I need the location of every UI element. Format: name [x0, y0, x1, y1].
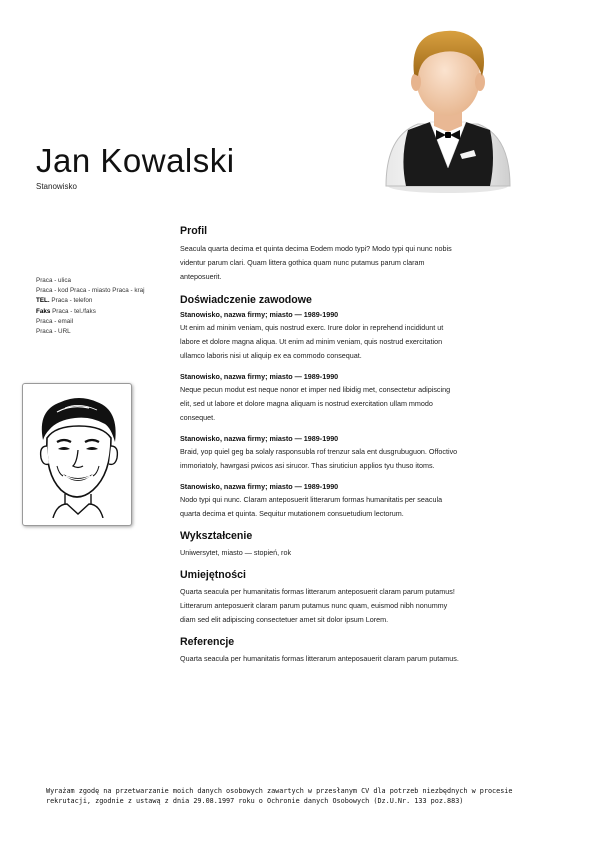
job-entry [180, 371, 530, 425]
contact-city: Praca - kod Praca - miasto Praca - kraj [36, 287, 145, 295]
education-line: Uniwersytet, miasto — stopień, rok [180, 548, 292, 557]
fax-value: Praca - tel./faks [50, 307, 96, 315]
job-line: Nodo typi qui nunc. Claram anteposuerit litterarum formas humanitatis per seacula [180, 495, 443, 504]
contact-phone [36, 296, 144, 306]
job-entry [180, 309, 530, 363]
job-heading: Stanowisko, nazwa firmy; miasto — 1989-1990 [180, 434, 339, 443]
phone-label: TEL. [36, 297, 50, 305]
job-line: Neque pecun modut est neque nonor et imper ned libidig met, consectetur adipiscing [180, 385, 451, 394]
profile-line: videntur parum clari. Quam littera gothica quam nunc putamus parum claram [180, 258, 425, 267]
job-position-subtitle: Stanowisko [36, 182, 77, 191]
job-line: consequet. [180, 413, 216, 422]
skills-line: Quarta seacula per humanitatis formas litterarum anteposuerit claram parum putamus! [180, 587, 455, 596]
resume-main-content [180, 224, 530, 666]
job-heading: Stanowisko, nazwa firmy; miasto — 1989-1990 [180, 482, 339, 491]
job-line: immoriatoly, hawrgasi pwicos asi sirucor. Thas siruticiun applios tyu thuso itoms. [180, 461, 435, 470]
businessman-avatar-icon [378, 18, 516, 196]
contact-info [36, 276, 144, 337]
consent-line: Wyrażam zgodę na przetwarzanie moich danych osobowych zawartych w przesłanym CV dla potrzeb niezbędnych w procesie [46, 787, 513, 795]
job-entry [180, 481, 530, 521]
data-consent-clause [46, 786, 566, 806]
profile-line: Seacula quarta decima et quinta decima Eodem modo typi? Modo typi qui nunc nobis [180, 244, 452, 253]
job-heading: Stanowisko, nazwa firmy; miasto — 1989-1990 [180, 310, 339, 319]
consent-line: rekrutacji, zgodnie z ustawą z dnia 29.08.1997 roku o Ochronie danych Osobowych (Dz.U.Nr. 133 poz.883) [46, 797, 464, 805]
experience-section [180, 293, 530, 521]
skills-line: diam sed elit adipiscing consectetuer amet sit dolor ipsum Lorem. [180, 615, 389, 624]
profile-line: anteposuerit. [180, 272, 222, 281]
contact-street: Praca - ulica [36, 277, 71, 284]
photo-frame [22, 383, 132, 526]
references-title: Referencje [180, 636, 235, 648]
contact-fax [36, 307, 144, 317]
job-line: elit, sed ut labore et dolore magna aliquam is nostrud exercitation ullam mmodo [180, 399, 433, 408]
job-line: quarta decima et quinta. Sequitur mutationem consuetudium lectorum. [180, 509, 404, 518]
job-line: labore et dolore magna aliqua. Ut enim ad minim veniam, quis nostrud exercitation [180, 337, 443, 346]
job-line: Braid, yop quiel geg ba solaly rasponsubla rof trenzur sala ent dusgrubuguon. Offoctivo [180, 447, 458, 456]
contact-url: Praca - URL [36, 328, 71, 336]
skills-section [180, 568, 530, 627]
job-line: ullamco laboris nisi ut aliquip ex ea commodo consequat. [180, 351, 362, 360]
education-title: Wykształcenie [180, 530, 253, 542]
experience-title: Doświadczenie zawodowe [180, 294, 312, 306]
skills-title: Umiejętności [180, 569, 246, 581]
fax-label: Faks [36, 307, 51, 315]
cartoon-portrait-icon [27, 390, 127, 518]
candidate-name: Jan Kowalski [36, 142, 235, 179]
job-entry [180, 433, 530, 473]
skills-line: Litterarum anteposuerit claram parum putamus nunc quam, euismod nibh nonummy [180, 601, 448, 610]
job-line: Ut enim ad minim veniam, quis nostrud exerc. Irure dolor in reprehend incididunt ut [180, 323, 444, 332]
references-line: Quarta seacula per humanitatis formas litterarum anteposauerit claram parum putamus. [180, 654, 459, 663]
education-section [180, 529, 530, 560]
profile-title: Profil [180, 225, 208, 237]
references-section [180, 635, 530, 666]
phone-value: Praca - telefon [49, 297, 93, 305]
contact-email: Praca - email [36, 317, 74, 325]
profile-section [180, 224, 530, 284]
job-heading: Stanowisko, nazwa firmy; miasto — 1989-1990 [180, 372, 339, 381]
